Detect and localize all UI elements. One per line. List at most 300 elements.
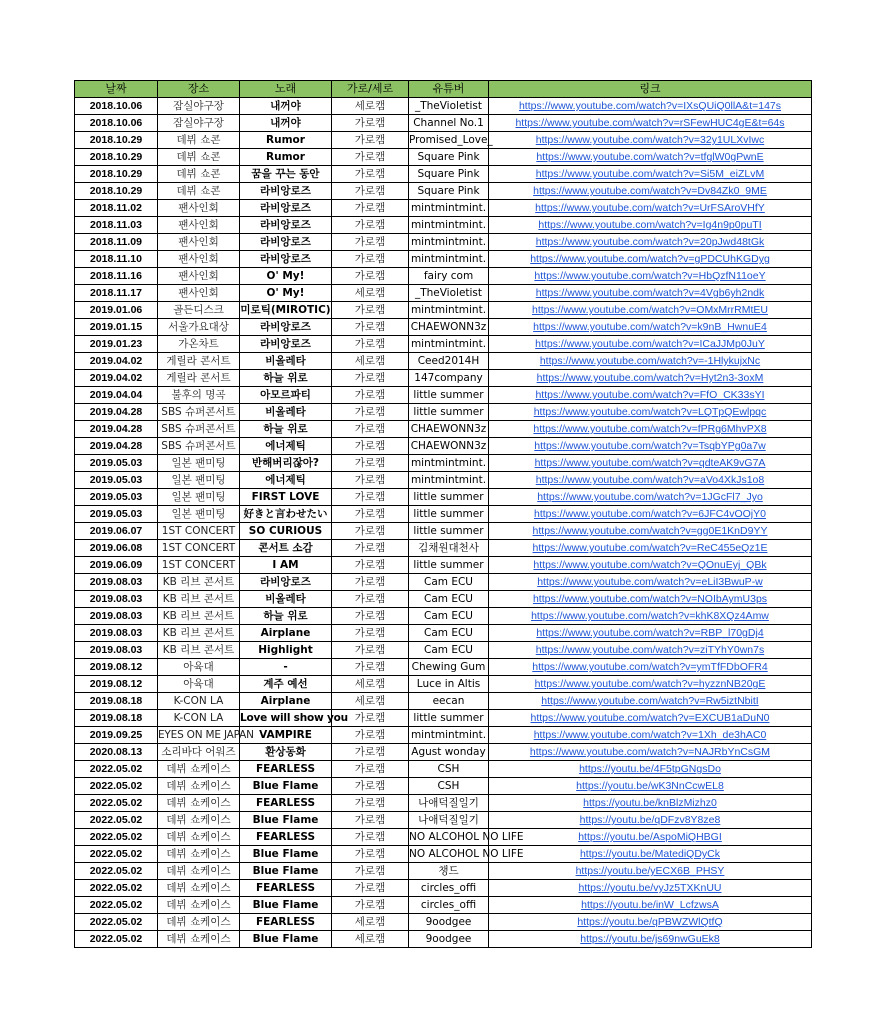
video-link[interactable]: https://www.youtube.com/watch?v=ReC455eQz1E [532, 542, 768, 554]
video-link[interactable]: https://youtu.be/AspoMiQHBGI [578, 831, 722, 843]
orientation-cell: 가로캠 [332, 115, 409, 132]
table-row [75, 914, 812, 931]
song-cell: Blue Flame [240, 812, 332, 829]
link-cell [489, 115, 812, 132]
link-cell [489, 404, 812, 421]
place-cell: 골든디스크 [158, 302, 240, 319]
link-cell [489, 370, 812, 387]
video-link[interactable]: https://www.youtube.com/watch?v=UrFSAroVHfY [535, 202, 765, 214]
video-link[interactable]: https://www.youtube.com/watch?v=ziTYhY0wn7s [535, 644, 765, 656]
song-cell: Love will show you [240, 710, 332, 727]
song-cell: FEARLESS [240, 880, 332, 897]
place-cell: 게릴라 콘서트 [158, 370, 240, 387]
date-cell: 2019.04.28 [75, 404, 158, 421]
video-link[interactable]: https://www.youtube.com/watch?v=32y1ULXvIwc [535, 134, 765, 146]
link-cell [489, 455, 812, 472]
song-cell: 好きと言わせたい [240, 506, 332, 523]
date-cell: 2019.08.03 [75, 642, 158, 659]
date-cell: 2019.01.23 [75, 336, 158, 353]
video-link[interactable]: https://www.youtube.com/watch?v=QOnuEyj_QBk [533, 559, 767, 571]
video-link[interactable]: https://youtu.be/qPBWZWlQtfQ [577, 916, 723, 928]
link-cell [489, 931, 812, 948]
video-link[interactable]: https://youtu.be/MatediQDyCk [579, 848, 721, 860]
date-cell: 2019.08.03 [75, 591, 158, 608]
youtuber-cell: little summer [409, 523, 489, 540]
place-cell: 잠실야구장 [158, 98, 240, 115]
youtuber-cell: Promised_Love_ [409, 132, 489, 149]
video-link[interactable]: https://www.youtube.com/watch?v=FfO_CK33sYI [535, 389, 765, 401]
orientation-cell: 가로캠 [332, 795, 409, 812]
video-link[interactable]: https://www.youtube.com/watch?v=gg0E1KnD9YY [532, 525, 768, 537]
video-link[interactable]: https://www.youtube.com/watch?v=TsqbYPg0a7w [534, 440, 766, 452]
date-cell: 2018.10.06 [75, 98, 158, 115]
youtuber-cell: CHAEWONN3z [409, 421, 489, 438]
place-cell: 데뷔 쇼케이스 [158, 829, 240, 846]
link-cell [489, 336, 812, 353]
place-cell: 데뷔 쇼케이스 [158, 897, 240, 914]
youtuber-cell: 9oodgee [409, 931, 489, 948]
youtuber-cell: mintmintmint. [409, 472, 489, 489]
youtuber-cell: circles_offi [409, 897, 489, 914]
link-cell [489, 863, 812, 880]
song-cell: I AM [240, 557, 332, 574]
orientation-cell: 가로캠 [332, 472, 409, 489]
song-cell: 라비앙로즈 [240, 217, 332, 234]
header-link: 링크 [489, 81, 812, 98]
youtuber-cell: Agust wonday [409, 744, 489, 761]
date-cell: 2019.04.28 [75, 421, 158, 438]
song-cell: 에너제틱 [240, 438, 332, 455]
table-row [75, 591, 812, 608]
orientation-cell: 가로캠 [332, 897, 409, 914]
date-cell: 2018.11.10 [75, 251, 158, 268]
video-link[interactable]: https://www.youtube.com/watch?v=gPDCUhKGDyg [530, 253, 770, 265]
song-cell: Rumor [240, 132, 332, 149]
table-row [75, 251, 812, 268]
video-link[interactable]: https://www.youtube.com/watch?v=1JGcFl7_Jyo [537, 491, 763, 503]
youtuber-cell: 147company [409, 370, 489, 387]
video-link[interactable]: https://www.youtube.com/watch?v=rSFewHUC4gE&t=64s [515, 117, 785, 129]
orientation-cell: 가로캠 [332, 455, 409, 472]
link-cell [489, 132, 812, 149]
orientation-cell: 세로캠 [332, 676, 409, 693]
video-link[interactable]: https://www.youtube.com/watch?v=6JFC4vOOjY0 [534, 508, 766, 520]
youtuber-cell: little summer [409, 710, 489, 727]
table-row [75, 846, 812, 863]
orientation-cell: 가로캠 [332, 132, 409, 149]
song-cell: FIRST LOVE [240, 489, 332, 506]
orientation-cell: 가로캠 [332, 506, 409, 523]
orientation-cell: 세로캠 [332, 931, 409, 948]
date-cell: 2018.11.17 [75, 285, 158, 302]
place-cell: 데뷔 쇼콘 [158, 166, 240, 183]
youtuber-cell: Cam ECU [409, 574, 489, 591]
video-link[interactable]: https://www.youtube.com/watch?v=RBP_l70gDj4 [536, 627, 764, 639]
table-row [75, 659, 812, 676]
song-cell: 환상동화 [240, 744, 332, 761]
youtuber-cell: mintmintmint. [409, 727, 489, 744]
orientation-cell: 가로캠 [332, 710, 409, 727]
header-orientation: 가로/세로 [332, 81, 409, 98]
video-link[interactable]: https://www.youtube.com/watch?v=1Xh_de3hAC0 [533, 729, 767, 741]
video-link[interactable]: https://youtu.be/4F5tpGNgsDo [579, 763, 721, 775]
song-cell: VAMPIRE [240, 727, 332, 744]
date-cell: 2019.08.18 [75, 710, 158, 727]
youtuber-cell: 나애덕질일기 [409, 795, 489, 812]
youtuber-cell: fairy com [409, 268, 489, 285]
table-row [75, 319, 812, 336]
song-cell: 비올레타 [240, 353, 332, 370]
video-link[interactable]: https://www.youtube.com/watch?v=20pJwd48tGk [535, 236, 765, 248]
song-cell: - [240, 659, 332, 676]
place-cell: 잠실야구장 [158, 115, 240, 132]
link-cell [489, 489, 812, 506]
table-row [75, 183, 812, 200]
link-cell [489, 744, 812, 761]
link-cell [489, 183, 812, 200]
table-row [75, 404, 812, 421]
date-cell: 2018.10.29 [75, 166, 158, 183]
date-cell: 2019.09.25 [75, 727, 158, 744]
link-cell [489, 523, 812, 540]
video-link[interactable]: https://www.youtube.com/watch?v=fPRg6MhvPX8 [533, 423, 767, 435]
song-cell: 비올레타 [240, 591, 332, 608]
youtuber-cell: NO ALCOHOL NO LIFE [409, 829, 489, 846]
orientation-cell: 가로캠 [332, 268, 409, 285]
song-cell: 꿈을 꾸는 동안 [240, 166, 332, 183]
table-row [75, 438, 812, 455]
video-link[interactable]: https://youtu.be/knBlzMizhz0 [583, 797, 717, 809]
header-youtuber: 유튜버 [409, 81, 489, 98]
video-link[interactable]: https://www.youtube.com/watch?v=HbQzfN11oeY [534, 270, 766, 282]
video-link[interactable]: https://www.youtube.com/watch?v=k9nB_HwnuE4 [533, 321, 767, 333]
table-row [75, 778, 812, 795]
place-cell: 팬사인회 [158, 234, 240, 251]
place-cell: K-CON LA [158, 693, 240, 710]
orientation-cell: 가로캠 [332, 540, 409, 557]
link-cell [489, 642, 812, 659]
place-cell: KB 리브 콘서트 [158, 591, 240, 608]
date-cell: 2018.10.29 [75, 183, 158, 200]
video-link[interactable]: https://www.youtube.com/watch?v=Dv84Zk0_9ME [533, 185, 767, 197]
table-row [75, 880, 812, 897]
table-row [75, 642, 812, 659]
song-cell: 라비앙로즈 [240, 183, 332, 200]
link-cell [489, 897, 812, 914]
song-cell: 반해버리잖아? [240, 455, 332, 472]
table-row [75, 710, 812, 727]
orientation-cell: 가로캠 [332, 370, 409, 387]
date-cell: 2022.05.02 [75, 931, 158, 948]
table-row [75, 693, 812, 710]
song-cell: 콘서트 소감 [240, 540, 332, 557]
song-cell: 라비앙로즈 [240, 574, 332, 591]
table-row [75, 200, 812, 217]
youtuber-cell: 김채원대천사 [409, 540, 489, 557]
date-cell: 2018.11.03 [75, 217, 158, 234]
song-cell: Blue Flame [240, 897, 332, 914]
video-link[interactable]: https://youtu.be/yECX6B_PHSY [575, 865, 725, 877]
place-cell: 팬사인회 [158, 285, 240, 302]
header-date: 날짜 [75, 81, 158, 98]
date-cell: 2022.05.02 [75, 880, 158, 897]
place-cell: 아육대 [158, 676, 240, 693]
table-row [75, 744, 812, 761]
date-cell: 2022.05.02 [75, 778, 158, 795]
orientation-cell: 세로캠 [332, 693, 409, 710]
date-cell: 2019.08.12 [75, 676, 158, 693]
date-cell: 2019.04.02 [75, 370, 158, 387]
song-cell: FEARLESS [240, 914, 332, 931]
youtuber-cell: mintmintmint. [409, 336, 489, 353]
place-cell: KB 리브 콘서트 [158, 574, 240, 591]
video-link[interactable]: https://www.youtube.com/watch?v=tfglW0gPwnE [536, 151, 764, 163]
song-cell: 라비앙로즈 [240, 200, 332, 217]
date-cell: 2018.10.29 [75, 149, 158, 166]
song-cell: Blue Flame [240, 778, 332, 795]
place-cell: 팬사인회 [158, 200, 240, 217]
video-link[interactable]: https://www.youtube.com/watch?v=ymTfFDbOFR4 [532, 661, 768, 673]
place-cell: 서울가요대상 [158, 319, 240, 336]
table-row [75, 574, 812, 591]
table-row [75, 370, 812, 387]
date-cell: 2019.08.18 [75, 693, 158, 710]
table-row [75, 115, 812, 132]
video-link[interactable]: https://www.youtube.com/watch?v=NOIbAymU3ps [532, 593, 768, 605]
youtuber-cell: Cam ECU [409, 608, 489, 625]
orientation-cell: 가로캠 [332, 421, 409, 438]
date-cell: 2019.04.02 [75, 353, 158, 370]
place-cell: 팬사인회 [158, 268, 240, 285]
place-cell: SBS 슈퍼콘서트 [158, 438, 240, 455]
link-cell [489, 625, 812, 642]
link-cell [489, 540, 812, 557]
youtuber-cell: Luce in Altis [409, 676, 489, 693]
orientation-cell: 세로캠 [332, 353, 409, 370]
link-cell [489, 302, 812, 319]
video-link[interactable]: https://www.youtube.com/watch?v=Ig4n9p0puTI [538, 219, 762, 231]
table-row [75, 608, 812, 625]
song-cell: 라비앙로즈 [240, 234, 332, 251]
place-cell: SBS 슈퍼콘서트 [158, 404, 240, 421]
link-cell [489, 914, 812, 931]
date-cell: 2019.01.15 [75, 319, 158, 336]
date-cell: 2019.08.03 [75, 574, 158, 591]
link-cell [489, 353, 812, 370]
orientation-cell: 세로캠 [332, 914, 409, 931]
table-row [75, 812, 812, 829]
date-cell: 2018.10.29 [75, 132, 158, 149]
date-cell: 2019.06.09 [75, 557, 158, 574]
orientation-cell: 가로캠 [332, 438, 409, 455]
table-row [75, 217, 812, 234]
youtuber-cell: Cam ECU [409, 642, 489, 659]
link-cell [489, 761, 812, 778]
video-link[interactable]: https://www.youtube.com/watch?v=aVo4XkJs1o8 [535, 474, 765, 486]
table-row [75, 455, 812, 472]
song-cell: 라비앙로즈 [240, 319, 332, 336]
orientation-cell: 가로캠 [332, 880, 409, 897]
link-cell [489, 880, 812, 897]
youtuber-cell: eecan [409, 693, 489, 710]
date-cell: 2019.05.03 [75, 472, 158, 489]
table-row [75, 761, 812, 778]
video-link[interactable]: https://youtu.be/js69nwGuEk8 [580, 933, 720, 945]
orientation-cell: 가로캠 [332, 557, 409, 574]
video-link[interactable]: https://www.youtube.com/watch?v=4Vgb6yh2ndk [535, 287, 765, 299]
link-cell [489, 812, 812, 829]
youtuber-cell: Cam ECU [409, 591, 489, 608]
video-link[interactable]: https://www.youtube.com/watch?v=LQTpQEwlpqc [533, 406, 767, 418]
orientation-cell: 가로캠 [332, 574, 409, 591]
video-link[interactable]: https://www.youtube.com/watch?v=OMxMrrRMtEU [531, 304, 769, 316]
table-row [75, 540, 812, 557]
place-cell: KB 리브 콘서트 [158, 608, 240, 625]
video-link[interactable]: https://youtu.be/wK3NnCcwEL8 [576, 780, 724, 792]
link-cell [489, 234, 812, 251]
video-link[interactable]: https://www.youtube.com/watch?v=EXCUB1aDuN0 [530, 712, 770, 724]
table-row [75, 353, 812, 370]
video-link[interactable]: https://www.youtube.com/watch?v=Rw5iztNbitI [541, 695, 759, 707]
place-cell: 데뷔 쇼케이스 [158, 778, 240, 795]
table-row [75, 149, 812, 166]
song-cell: Blue Flame [240, 863, 332, 880]
date-cell: 2019.05.03 [75, 506, 158, 523]
link-cell [489, 472, 812, 489]
date-cell: 2018.11.16 [75, 268, 158, 285]
link-cell [489, 846, 812, 863]
date-cell: 2019.08.03 [75, 625, 158, 642]
link-cell [489, 574, 812, 591]
youtuber-cell: mintmintmint. [409, 234, 489, 251]
song-cell: 내꺼야 [240, 115, 332, 132]
place-cell: 팬사인회 [158, 251, 240, 268]
table-row [75, 472, 812, 489]
song-cell: 에너제틱 [240, 472, 332, 489]
place-cell: 데뷔 쇼케이스 [158, 761, 240, 778]
link-cell [489, 795, 812, 812]
table-row [75, 166, 812, 183]
youtuber-cell: CHAEWONN3z [409, 438, 489, 455]
date-cell: 2018.11.09 [75, 234, 158, 251]
song-cell: 라비앙로즈 [240, 251, 332, 268]
date-cell: 2020.08.13 [75, 744, 158, 761]
orientation-cell: 세로캠 [332, 98, 409, 115]
orientation-cell: 가로캠 [332, 659, 409, 676]
table-row [75, 727, 812, 744]
video-link[interactable]: https://www.youtube.com/watch?v=NAJRbYnCsGM [529, 746, 771, 758]
youtuber-cell: little summer [409, 506, 489, 523]
video-link[interactable]: https://www.youtube.com/watch?v=Si5M_eiZLvM [535, 168, 765, 180]
date-cell: 2022.05.02 [75, 795, 158, 812]
date-cell: 2018.11.02 [75, 200, 158, 217]
date-cell: 2019.08.12 [75, 659, 158, 676]
video-link[interactable]: https://www.youtube.com/watch?v=-1HlykujxNc [539, 355, 761, 367]
table-row [75, 506, 812, 523]
orientation-cell: 가로캠 [332, 608, 409, 625]
song-cell: FEARLESS [240, 829, 332, 846]
place-cell: 게릴라 콘서트 [158, 353, 240, 370]
date-cell: 2022.05.02 [75, 761, 158, 778]
date-cell: 2019.04.28 [75, 438, 158, 455]
link-cell [489, 778, 812, 795]
video-link[interactable]: https://www.youtube.com/watch?v=IXsQUiQ0llA&t=147s [518, 100, 782, 112]
video-link[interactable]: https://www.youtube.com/watch?v=eLiI3BwuP-w [537, 576, 763, 588]
video-link[interactable]: https://www.youtube.com/watch?v=qdteAK9vG7A [534, 457, 766, 469]
link-cell [489, 659, 812, 676]
orientation-cell: 가로캠 [332, 489, 409, 506]
place-cell: 1ST CONCERT [158, 557, 240, 574]
song-cell: 라비앙로즈 [240, 336, 332, 353]
song-cell: 하늘 위로 [240, 421, 332, 438]
header-place: 장소 [158, 81, 240, 98]
date-cell: 2019.05.03 [75, 489, 158, 506]
song-cell: 계주 예선 [240, 676, 332, 693]
date-cell: 2019.08.03 [75, 608, 158, 625]
youtuber-cell: mintmintmint. [409, 251, 489, 268]
video-link[interactable]: https://www.youtube.com/watch?v=hyzznNB20gE [534, 678, 766, 690]
link-cell [489, 217, 812, 234]
youtuber-cell: Chewing Gum [409, 659, 489, 676]
video-link[interactable]: https://www.youtube.com/watch?v=Hyt2n3-3oxM [536, 372, 764, 384]
place-cell: 데뷔 쇼케이스 [158, 914, 240, 931]
song-cell: Airplane [240, 625, 332, 642]
link-cell [489, 829, 812, 846]
youtuber-cell: CSH [409, 761, 489, 778]
table-row [75, 268, 812, 285]
place-cell: 팬사인회 [158, 217, 240, 234]
orientation-cell: 가로캠 [332, 591, 409, 608]
video-link[interactable]: https://youtu.be/inW_LcfzwsA [581, 899, 719, 911]
orientation-cell: 가로캠 [332, 778, 409, 795]
table-row [75, 234, 812, 251]
place-cell: 1ST CONCERT [158, 523, 240, 540]
table-row [75, 132, 812, 149]
orientation-cell: 가로캠 [332, 829, 409, 846]
header-song: 노래 [240, 81, 332, 98]
date-cell: 2019.06.08 [75, 540, 158, 557]
orientation-cell: 가로캠 [332, 319, 409, 336]
place-cell: 데뷔 쇼케이스 [158, 846, 240, 863]
youtuber-cell: little summer [409, 404, 489, 421]
date-cell: 2022.05.02 [75, 846, 158, 863]
table-row [75, 302, 812, 319]
place-cell: 데뷔 쇼콘 [158, 149, 240, 166]
youtuber-cell: Cam ECU [409, 625, 489, 642]
orientation-cell: 가로캠 [332, 744, 409, 761]
video-link[interactable]: https://www.youtube.com/watch?v=khK8XQz4Amw [531, 610, 769, 622]
orientation-cell: 가로캠 [332, 846, 409, 863]
orientation-cell: 세로캠 [332, 285, 409, 302]
place-cell: 일본 팬미팅 [158, 455, 240, 472]
orientation-cell: 가로캠 [332, 727, 409, 744]
place-cell: 데뷔 쇼케이스 [158, 863, 240, 880]
table-row [75, 931, 812, 948]
orientation-cell: 가로캠 [332, 302, 409, 319]
table-row [75, 98, 812, 115]
video-link[interactable]: https://youtu.be/vyJz5TXKnUU [578, 882, 722, 894]
youtuber-cell: Square Pink [409, 149, 489, 166]
place-cell: 데뷔 쇼케이스 [158, 795, 240, 812]
video-link[interactable]: https://youtu.be/qDFzv8Y8ze8 [579, 814, 721, 826]
place-cell: 데뷔 쇼콘 [158, 132, 240, 149]
table-row [75, 625, 812, 642]
link-cell [489, 421, 812, 438]
song-cell: 미로틱(MIROTIC) [240, 302, 332, 319]
orientation-cell: 가로캠 [332, 217, 409, 234]
video-link[interactable]: https://www.youtube.com/watch?v=ICaJJMp0JuY [535, 338, 765, 350]
link-cell [489, 149, 812, 166]
